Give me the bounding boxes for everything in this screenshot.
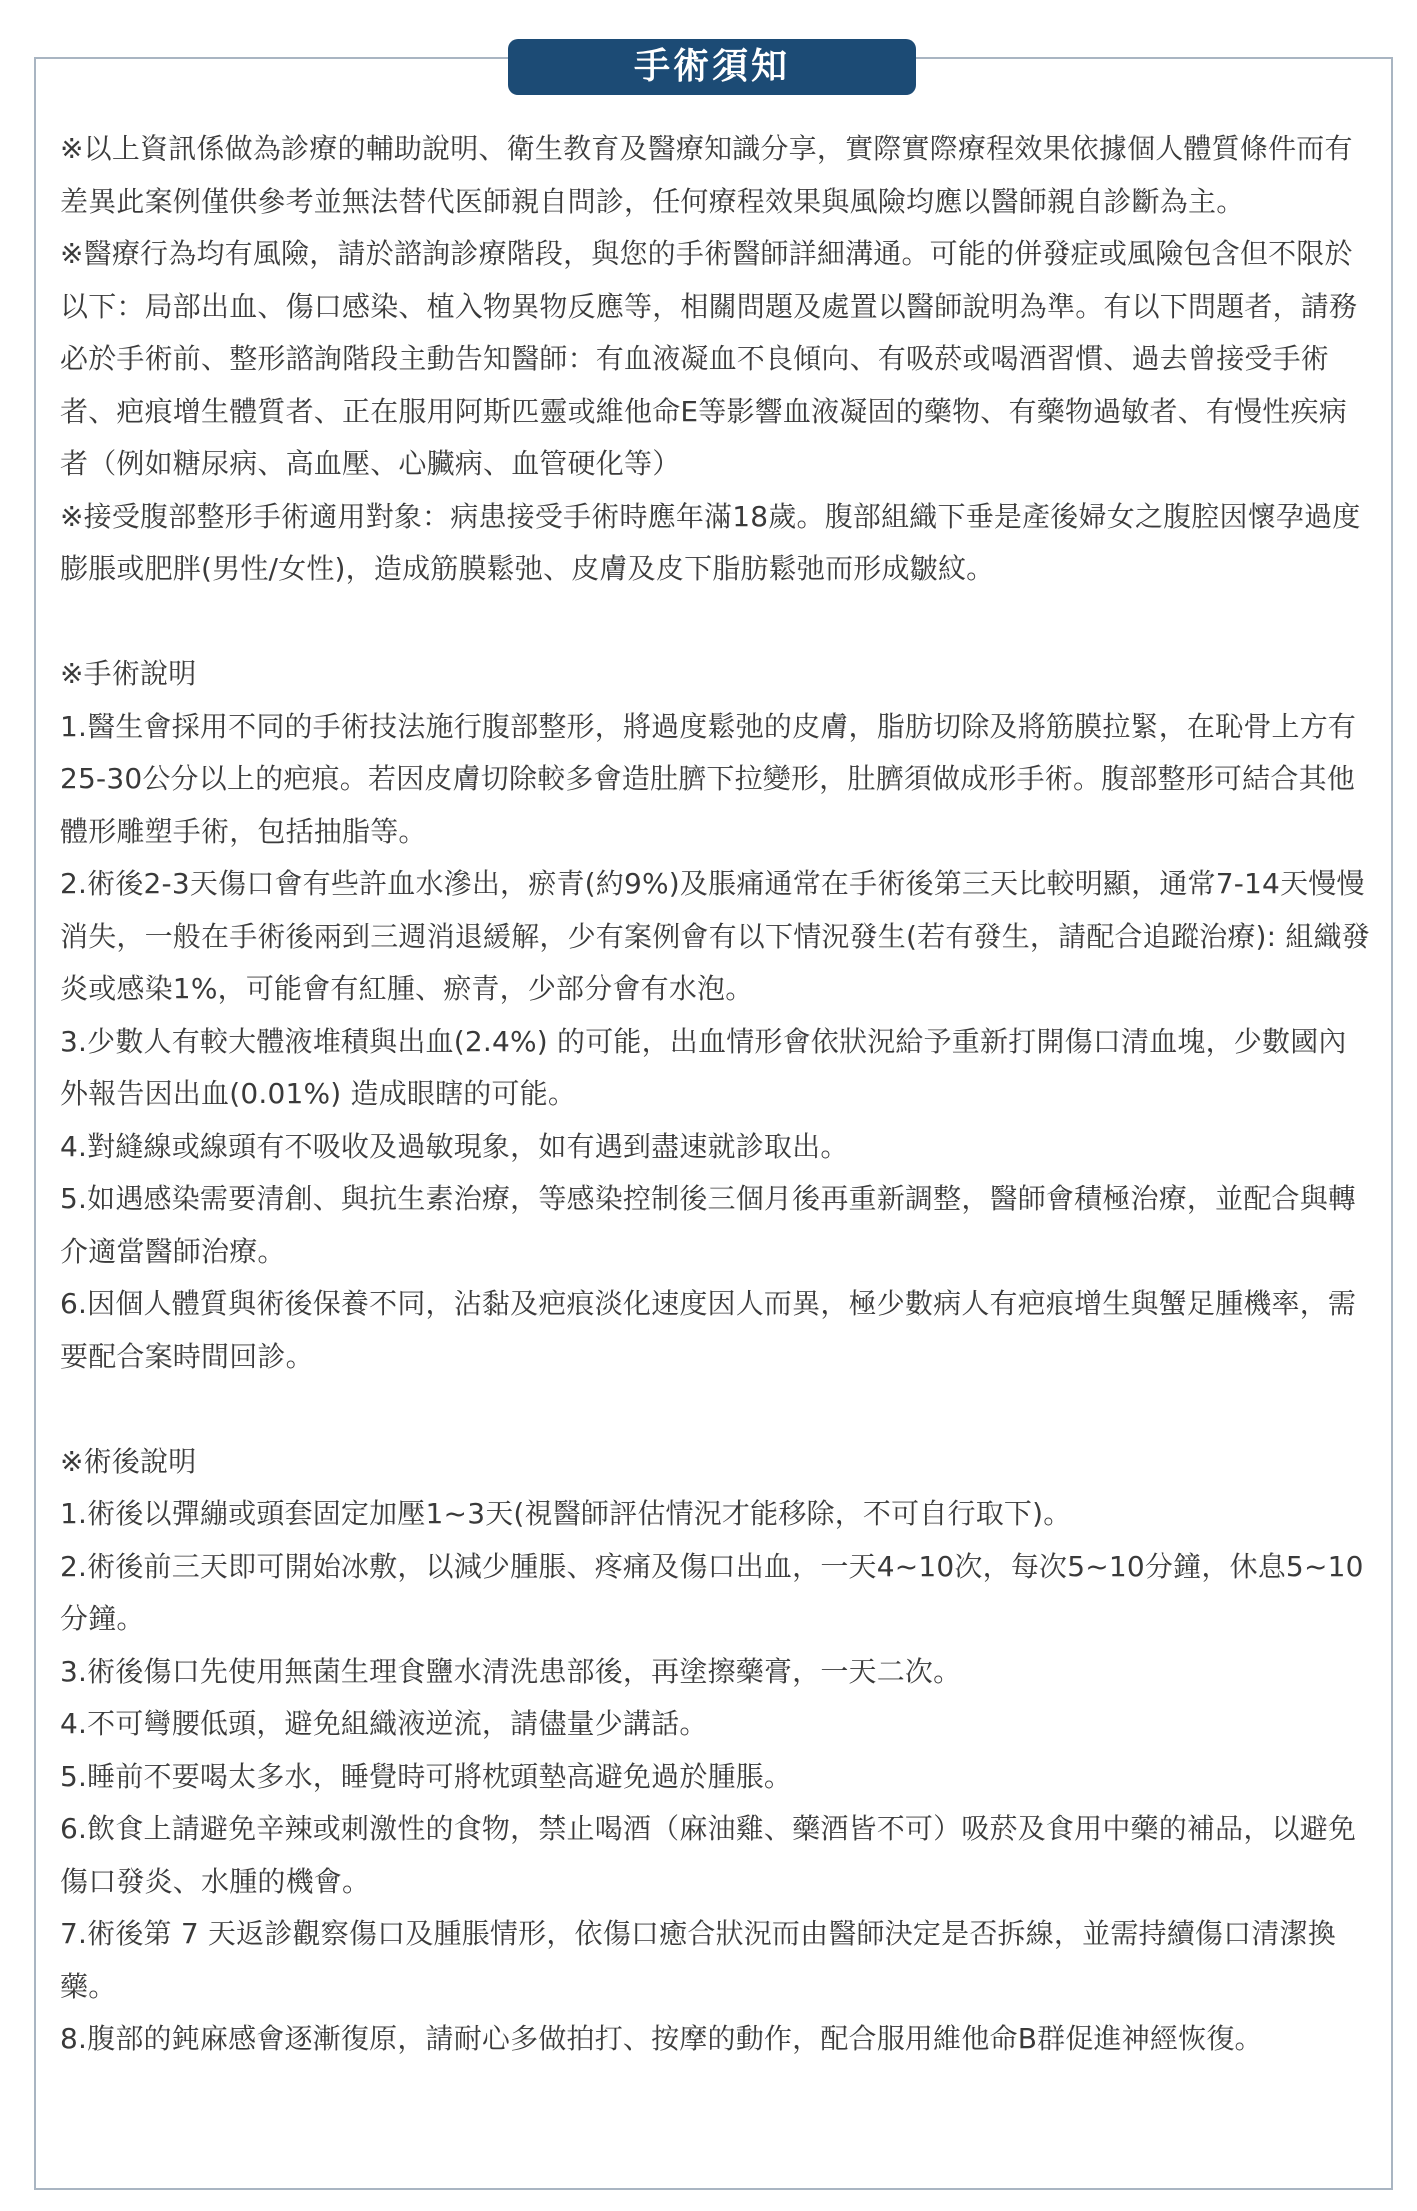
postop-item: 2.術後前三天即可開始冰敷，以減少腫脹、疼痛及傷口出血，一天4~10次，每次5~10分鐘，休息5~10分鐘。	[60, 1549, 1364, 1635]
postop-item: 7.術後第 7 天返診觀察傷口及腫脹情形，依傷口癒合狀況而由醫師決定是否拆線，並需持續傷口清潔換藥。	[60, 1917, 1336, 2003]
surgery-item: 3.少數人有較大體液堆積與出血(2.4%) 的可能，出血情形會依狀況給予重新打開傷口清血塊，少數國內外報告因出血(0.01%) 造成眼瞎的可能。	[60, 1024, 1347, 1110]
postop-item: 6.飲食上請避免辛辣或刺激性的食物，禁止喝酒（麻油雞、藥酒皆不可）吸菸及食用中藥的補品，以避免傷口發炎、水腫的機會。	[60, 1812, 1357, 1898]
section-spacer	[60, 596, 1370, 649]
notice-content	[60, 123, 1370, 2066]
surgery-item: 2.術後2-3天傷口會有些許血水滲出，瘀青(約9%)及脹痛通常在手術後第三天比較明顯，通常7-14天慢慢消失，一般在手術後兩到三週消退緩解，少有案例會有以下情況發生(若有發生，請配合追蹤治療): 組織發炎或感染1%，可能會有紅腫、瘀青，少部分會有水泡。	[60, 867, 1370, 1005]
postop-item: 1.術後以彈繃或頭套固定加壓1~3天(視醫師評估情況才能移除，不可自行取下)。	[60, 1497, 1072, 1530]
section-heading-surgery: ※手術說明	[60, 657, 197, 690]
surgery-item: 6.因個人體質與術後保養不同，沾黏及疤痕淡化速度因人而異，極少數病人有疤痕增生與蟹足腫機率，需要配合案時間回診。	[60, 1287, 1357, 1373]
surgery-item: 1.醫生會採用不同的手術技法施行腹部整形，將過度鬆弛的皮膚，脂肪切除及將筋膜拉緊，在恥骨上方有25-30公分以上的疤痕。若因皮膚切除較多會造肚臍下拉變形，肚臍須做成形手術。腹部整形可結合其他體形雕塑手術，包括抽脂等。	[60, 709, 1357, 848]
section-spacer	[60, 1383, 1370, 1436]
postop-item: 3.術後傷口先使用無菌生理食鹽水清洗患部後，再塗擦藥膏，一天二次。	[60, 1654, 962, 1688]
disclaimer-paragraph: ※醫療行為均有風險，請於諮詢診療階段，與您的手術醫師詳細溝通。可能的併發症或風險包含但不限於以下：局部出血、傷口感染、植入物異物反應等，相關問題及處置以醫師說明為準。有以下問題者，請務必於手術前、整形諮詢階段主動告知醫師：有血液凝血不良傾向、有吸菸或喝酒習慣、過去曾接受手術者、疤痕增生體質者、正在服用阿斯匹靈或維他命E等影響血液凝固的藥物、有藥物過敏者、有慢性疾病者（例如糖尿病、高血壓、心臟病、血管硬化等）	[60, 237, 1358, 480]
postop-item: 4.不可彎腰低頭，避免組織液逆流，請儘量少講話。	[60, 1707, 708, 1740]
surgery-item: 4.對縫線或線頭有不吸收及過敏現象，如有遇到盡速就診取出。	[60, 1129, 849, 1163]
page-title: 手術須知	[508, 39, 916, 95]
surgery-item: 5.如遇感染需要清創、與抗生素治療，等感染控制後三個月後再重新調整，醫師會積極治療，並配合與轉介適當醫師治療。	[60, 1182, 1357, 1268]
disclaimer-paragraph: ※以上資訊係做為診療的輔助說明、衛生教育及醫療知識分享，實際實際療程效果依據個人體質條件而有差異此案例僅供參考並無法替代医師親自問診，任何療程效果與風險均應以醫師親自診斷為主。	[60, 132, 1353, 218]
postop-item: 8.腹部的鈍麻感會逐漸復原，請耐心多做拍打、按摩的動作，配合服用維他命B群促進神經恢復。	[60, 2022, 1263, 2055]
disclaimer-paragraph: ※接受腹部整形手術適用對象：病患接受手術時應年滿18歲。腹部組織下垂是產後婦女之腹腔因懷孕過度膨脹或肥胖(男性/女性)，造成筋膜鬆弛、皮膚及皮下脂肪鬆弛而形成皺紋。	[60, 499, 1361, 585]
postop-item: 5.睡前不要喝太多水，睡覺時可將枕頭墊高避免過於腫脹。	[60, 1759, 793, 1793]
section-heading-postop: ※術後說明	[60, 1444, 197, 1478]
